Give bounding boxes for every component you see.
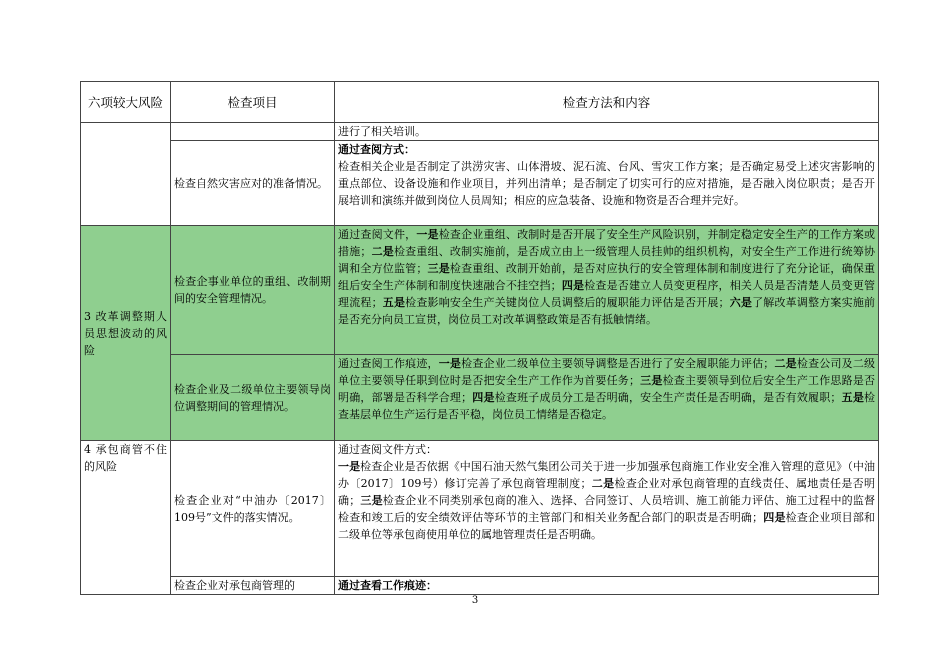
content-text: 检查班子成员分工是否明确，安全生产责任是否明确，是否有效履职； <box>494 391 842 404</box>
content-emphasis: 二是 <box>774 357 797 370</box>
table-row <box>81 577 879 595</box>
content-emphasis: 六是 <box>729 296 753 309</box>
content-cell <box>335 577 879 595</box>
content-text: 通过查阅文件方式： <box>338 443 437 456</box>
table-row <box>81 226 879 355</box>
content-emphasis: 四是 <box>763 511 786 524</box>
content-emphasis: 四是 <box>561 279 585 292</box>
content-emphasis: 一是 <box>338 460 361 473</box>
content-emphasis: 通过查阅方式： <box>338 143 415 156</box>
content-text: 检查相关企业是否制定了洪涝灾害、山体滑坡、泥石流、台风、雪灾工作方案；是否确定易受上述灾害影响的重点部位、设备设施和作业项目，并列出清单；是否制定了切实可行的应对措施，是否融入岗位职责；是否开展培训和演练并做到岗位人员周知；相应的应急装备、设施和物资是否合理并完好。 <box>338 160 875 207</box>
table-row <box>81 123 879 141</box>
item-cell: 检查企业及二级单位主要领导岗位调整期间的管理情况。 <box>171 355 335 441</box>
content-text: 进行了相关培训。 <box>338 125 426 138</box>
item-cell: 检查企业对“中油办〔2017〕109号”文件的落实情况。 <box>171 441 335 577</box>
content-text: 检查重组、改制实施前，是否成立由上一级管理人员挂帅的组织机构，对安全生产工作进行统筹协调和全方位监管； <box>338 245 876 275</box>
content-emphasis: 二是 <box>591 477 615 490</box>
content-emphasis: 三是 <box>360 494 383 507</box>
table-header-row <box>81 82 879 123</box>
content-emphasis: 五是 <box>382 296 406 309</box>
content-text: 检查企业二级单位主要领导调整是否进行了安全履职能力评估； <box>461 357 775 370</box>
page-number: 3 <box>471 595 479 606</box>
table-row <box>81 355 879 441</box>
content-cell <box>335 141 879 226</box>
content-text: 检查企业是否依据《中国石油天然气集团公司关于进一步加强承包商施工作业安全准入管理的意见》（中油办〔2017〕109号）修订完善了承包商管理制度； <box>338 460 876 490</box>
content-text: 检查企业不同类别承包商的准入、选择、合同签订、人员培训、施工前能力评估、施工过程中的监督检查和竣工后的安全绩效评估等环节的主管部门和相关业务配合部门的职责是否明确； <box>338 494 876 524</box>
content-text: 检查企业对承包商管理的直线责任、属地责任是否明确； <box>338 477 875 507</box>
content-emphasis: 三是 <box>427 262 450 275</box>
header-item: 检查项目 <box>171 82 335 123</box>
table-row <box>81 141 879 226</box>
content-emphasis: 五是 <box>841 391 865 404</box>
item-cell: 检查企事业单位的重组、改制期间的安全管理情况。 <box>171 226 335 355</box>
content-cell <box>335 123 879 141</box>
content-emphasis: 三是 <box>639 374 663 387</box>
content-text: 检查企业项目部和二级单位等承包商使用单位的属地管理责任是否明确。 <box>338 511 876 541</box>
item-cell <box>171 123 335 141</box>
inspection-table <box>80 81 879 595</box>
content-text: 检查是否建立人员变更程序，相关人员是否清楚人员变更管理流程； <box>338 279 876 309</box>
content-text: 检查基层单位生产运行是否平稳，岗位员工情绪是否稳定。 <box>338 391 876 421</box>
content-cell <box>335 226 879 355</box>
content-emphasis: 四是 <box>472 391 495 404</box>
content-text: 了解改革调整方案实施前是否充分向员工宣贯，岗位员工对改革调整政策是否有抵触情绪。 <box>338 296 876 326</box>
content-text: 检查重组、改制开始前，是否对应执行的安全管理体制和制度进行了充分论证，确保重组后安全生产体制和制度快速融合不挂空挡； <box>338 262 876 292</box>
header-method: 检查方法和内容 <box>335 82 879 123</box>
risk-cell: 4 承包商管不住的风险 <box>81 441 171 595</box>
content-cell <box>335 355 879 441</box>
content-text: 检查影响安全生产关键岗位人员调整后的履职能力评估是否开展； <box>405 296 730 309</box>
content-text: 检查主要领导到位后安全生产工作思路是否明确，部署是否科学合理； <box>338 374 876 404</box>
content-cell <box>335 441 879 577</box>
header-risk: 六项较大风险 <box>81 82 171 123</box>
content-text: 通过查阅工作痕迹， <box>338 357 439 370</box>
item-cell: 检查自然灾害应对的准备情况。 <box>171 141 335 226</box>
content-emphasis: 通过查看工作痕迹： <box>338 579 437 592</box>
risk-cell-continued <box>81 123 171 226</box>
content-text: 检查公司及二级单位主要领导任职到位时是否把安全生产工作作为首要任务； <box>338 357 876 387</box>
content-text: 检查企业重组、改制时是否开展了安全生产风险识别，并制定稳定安全生产的工作方案或措施； <box>338 228 876 258</box>
table-row <box>81 441 879 577</box>
content-emphasis: 二是 <box>371 245 394 258</box>
content-emphasis: 一是 <box>416 228 439 241</box>
risk-cell: 3 改革调整期人员思想波动的风险 <box>81 226 171 441</box>
content-emphasis: 一是 <box>438 357 462 370</box>
content-text: 通过查阅文件， <box>338 228 417 241</box>
item-cell: 检查企业对承包商管理的 <box>171 577 335 595</box>
